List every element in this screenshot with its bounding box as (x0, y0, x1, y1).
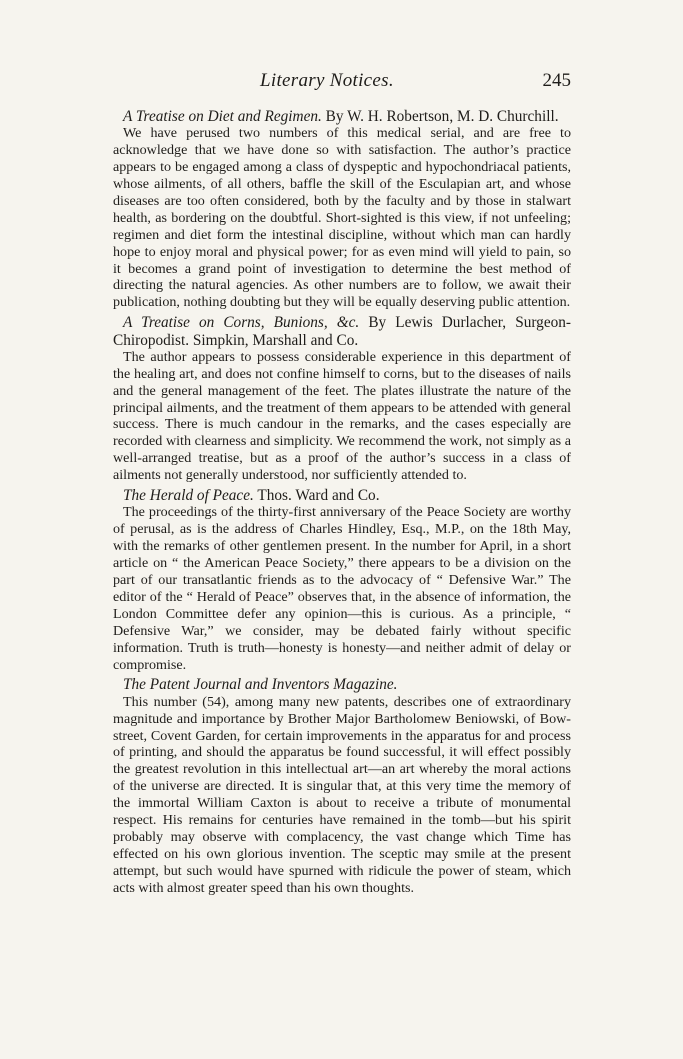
notice-title: The Patent Journal and Inventors Magazine. (123, 676, 398, 694)
notice-heading (113, 487, 571, 504)
notice-herald-of-peace (113, 487, 571, 673)
notice-body: The author appears to possess considerable experience in this department of the healing art, and does not confine himself to corns, but to the diseases of nails and the general management of the feet. The plates illustrate the nature of the principal ailments, and the treatment of them appears to be attended with general success. There is much candour in the remarks, and the cases especially are recorded with clearness and simplicity. We recommend the work, not simply as a well-arranged treatise, but as a proof of the author’s success in a class of ailments not generally understood, nor sufficiently attended to. (113, 348, 571, 484)
notice-heading (113, 314, 571, 349)
page-number: 245 (542, 70, 571, 91)
notice-title: A Treatise on Corns, Bunions, &c. (123, 314, 360, 332)
notice-attribution: By Lewis Durlacher, Surgeon-Chiropodist. Simpkin, Marshall and Co. (113, 314, 572, 349)
notice-attribution: Thos. Ward and Co. (257, 487, 380, 505)
notice-attribution: By W. H. Robertson, M. D. Churchill. (325, 108, 559, 125)
notice-body: The proceedings of the thirty-first anniversary of the Peace Society are worthy of perusal, as is the address of Charles Hindley, Esq., M.P., on the 18th May, with the remarks of other gentlemen present. In the number for April, in a short article on “ the American Peace Society,” there appears to be a division on the part of our transatlantic friends as to the advocacy of “ Defensive War.” The editor of the “ Herald of Peace” observes that, in the absence of information, the London Committee defer any opinion—this is curious. As a principle, “ Defensive War,” we consider, may be debated fairly without specific information. Truth is truth—honesty is honesty—and neither admit of delay or compromise. (113, 504, 571, 673)
notice-heading (113, 108, 571, 125)
notice-heading (113, 676, 571, 693)
notice-title: A Treatise on Diet and Regimen. (123, 108, 322, 125)
notice-body: This number (54), among many new patents, describes one of extraordinary magnitude and importance by Brother Major Bartholomew Beniowski, of Bow-street, Covent Garden, for certain improvements in the apparatus for and process of printing, and should the apparatus be found successful, it will effect possibly the greatest revolution in this intellectual art—an art whereby the moral actions of the universe are directed. It is singular that, at this very time the memory of the immortal William Caxton is about to receive a tribute of monumental respect. His remains for centuries have remained in the tomb—but his spirit probably may observe with complacency, the vast change which Time has effected on his own glorious invention. The sceptic may smile at the present attempt, but such would have spurned with ridicule the power of steam, which acts with almost greater speed than his own thoughts. (113, 693, 571, 896)
notice-title: The Herald of Peace. (123, 487, 254, 505)
text-column (113, 70, 571, 897)
notice-diet-regimen (113, 108, 571, 311)
running-head-title: Literary Notices. (260, 70, 394, 91)
running-head (113, 70, 571, 96)
notice-patent-journal (113, 676, 571, 896)
notice-corns-bunions (113, 314, 571, 484)
notice-body: We have perused two numbers of this medical serial, and are free to acknowledge that we have done so with satisfaction. The author’s practice appears to be engaged among a class of dyspeptic and hypochondriacal patients, whose ailments, of all others, baffle the skill of the Esculapian art, and whose diseases are too often considered, both by the faculty and by those in stalwart health, as bordering on the doubtful. Short-sighted is this view, if not unfeeling; regimen and diet form the intestinal discipline, without which man can hardly hope to enjoy moral and physical power; for as even mind will yield to pain, so it becomes a grand point of investigation to determine the best method of directing the natural agencies. As other numbers are to follow, we await their publication, nothing doubting but they will be equally deserving public attention. (113, 125, 571, 311)
